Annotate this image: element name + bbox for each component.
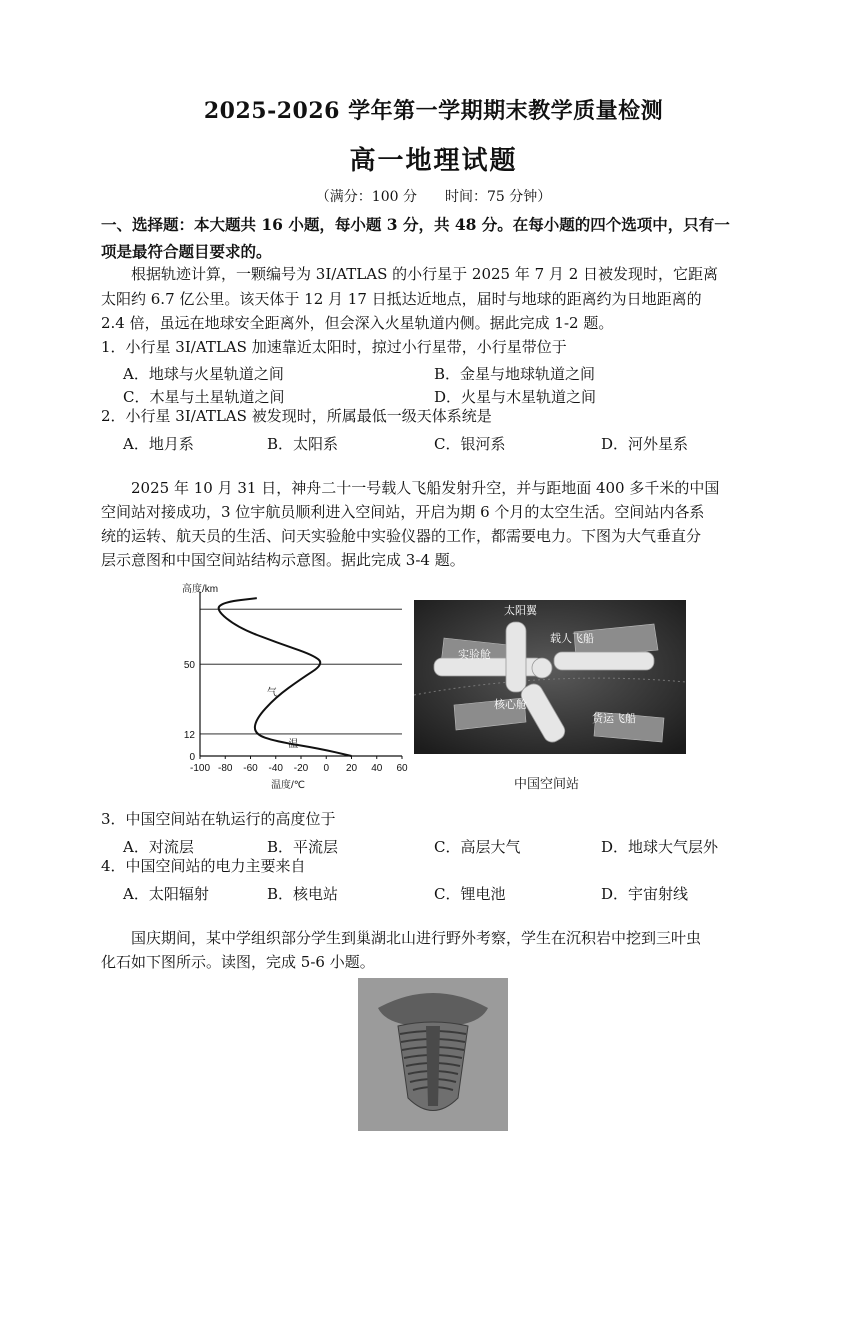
- curve-label: 温: [288, 738, 299, 750]
- x-tick-label: 40: [371, 763, 383, 774]
- y-tick-label: 0: [189, 752, 195, 763]
- question-2-option-a[interactable]: A．地月系: [123, 435, 194, 453]
- x-tick-label: -80: [218, 763, 233, 774]
- x-tick-label: 20: [345, 763, 358, 774]
- question-4-option-a[interactable]: A．太阳辐射: [123, 885, 209, 903]
- station-caption: 中国空间站: [514, 776, 580, 791]
- y-tick-label: 50: [183, 660, 195, 672]
- station-label-solar-wing: 太阳翼: [504, 605, 537, 617]
- x-tick-label: -60: [243, 763, 258, 774]
- passage3-line: 国庆期间，某中学组织部分学生到巢湖北山进行野外考察，学生在沉积岩中挖到三叶虫: [131, 929, 702, 947]
- question-2-stem: 2．小行星 3I/ATLAS 被发现时，所属最低一级天体系统是: [101, 407, 492, 425]
- y-tick-label: 12: [183, 729, 195, 741]
- question-3-option-c[interactable]: C．高层大气: [434, 838, 521, 856]
- question-3-option-d[interactable]: D．地球大气层外: [601, 838, 719, 856]
- curve-label: 气: [266, 687, 277, 699]
- station-label-cargo-ship: 货运飞船: [592, 713, 636, 725]
- temperature-curve: [219, 598, 352, 756]
- x-axis-label: 温度/℃: [271, 780, 306, 791]
- passage2-line: 空间站对接成功，3 位宇航员顺利进入空间站，开启为期 6 个月的太空生活。空间站内各系: [101, 503, 705, 521]
- question-3-stem: 3．中国空间站在轨运行的高度位于: [101, 810, 336, 828]
- question-2-option-b[interactable]: B．太阳系: [267, 435, 339, 453]
- passage1-line: 2.4 倍，虽远在地球安全距离外，但会深入火星轨道内侧。据此完成 1-2 题。: [101, 314, 614, 332]
- question-1-option-c[interactable]: C．木星与土星轨道之间: [123, 388, 285, 406]
- exam-title: 2025-2026 学年第一学期期末教学质量检测: [203, 98, 664, 124]
- question-4-option-c[interactable]: C．锂电池: [434, 885, 506, 903]
- question-4-option-b[interactable]: B．核电站: [267, 885, 339, 903]
- question-4-stem: 4．中国空间站的电力主要来自: [101, 857, 306, 875]
- station-label-lab-module: 实验舱: [458, 649, 491, 661]
- question-2-option-d[interactable]: D．河外星系: [601, 435, 689, 453]
- exam-meta: （满分：100 分 时间：75 分钟）: [315, 189, 552, 205]
- exam-subtitle: 高一地理试题: [349, 146, 518, 176]
- x-tick-label: -100: [189, 763, 211, 774]
- station-label-crew-ship: 载人飞船: [550, 633, 594, 645]
- passage3-line: 化石如下图所示。读图，完成 5-6 小题。: [101, 953, 375, 971]
- atmosphere-profile-chart: [170, 578, 415, 798]
- space-station-image: [414, 600, 686, 754]
- trilobite-fossil-image: [358, 978, 508, 1131]
- question-1-option-d[interactable]: D．火星与木星轨道之间: [434, 388, 597, 406]
- x-tick-label: 60: [396, 763, 408, 774]
- question-4-option-d[interactable]: D．宇宙射线: [601, 885, 689, 903]
- question-1-option-a[interactable]: A．地球与火星轨道之间: [123, 365, 284, 383]
- x-tick-label: -20: [293, 763, 309, 774]
- passage2-line: 层示意图和中国空间站结构示意图。据此完成 3-4 题。: [101, 551, 465, 569]
- question-2-option-c[interactable]: C．银河系: [434, 435, 506, 453]
- station-label-core-module: 核心舱: [494, 699, 527, 711]
- question-3-option-b[interactable]: B．平流层: [267, 838, 339, 856]
- section-heading: 一、选择题：本大题共 16 小题，每小题 3 分，共 48 分。在每小题的四个选项中，只有一: [101, 215, 730, 234]
- question-1-option-b[interactable]: B．金星与地球轨道之间: [434, 365, 596, 383]
- passage1-line: 太阳约 6.7 亿公里。该天体于 12 月 17 日抵达近地点，届时与地球的距离约为日地距离的: [101, 290, 702, 308]
- passage2-line: 统的运转、航天员的生活、问天实验舱中实验仪器的工作，都需要电力。下图为大气垂直分: [101, 527, 702, 545]
- passage1-line: 根据轨迹计算，一颗编号为 3I/ATLAS 的小行星于 2025 年 7 月 2 日被发现时，它距离: [131, 265, 719, 283]
- x-tick-label: 0: [323, 763, 330, 774]
- x-tick-label: -40: [268, 763, 283, 774]
- question-1-stem: 1．小行星 3I/ATLAS 加速靠近太阳时，掠过小行星带，小行星带位于: [101, 338, 567, 356]
- section-heading-cont: 项是最符合题目要求的。: [101, 242, 272, 261]
- y-axis-label: 高度/km: [182, 584, 219, 595]
- passage2-line: 2025 年 10 月 31 日，神舟二十一号载人飞船发射升空，并与距地面 400 多千米的中国: [131, 479, 720, 497]
- question-3-option-a[interactable]: A．对流层: [123, 838, 194, 856]
